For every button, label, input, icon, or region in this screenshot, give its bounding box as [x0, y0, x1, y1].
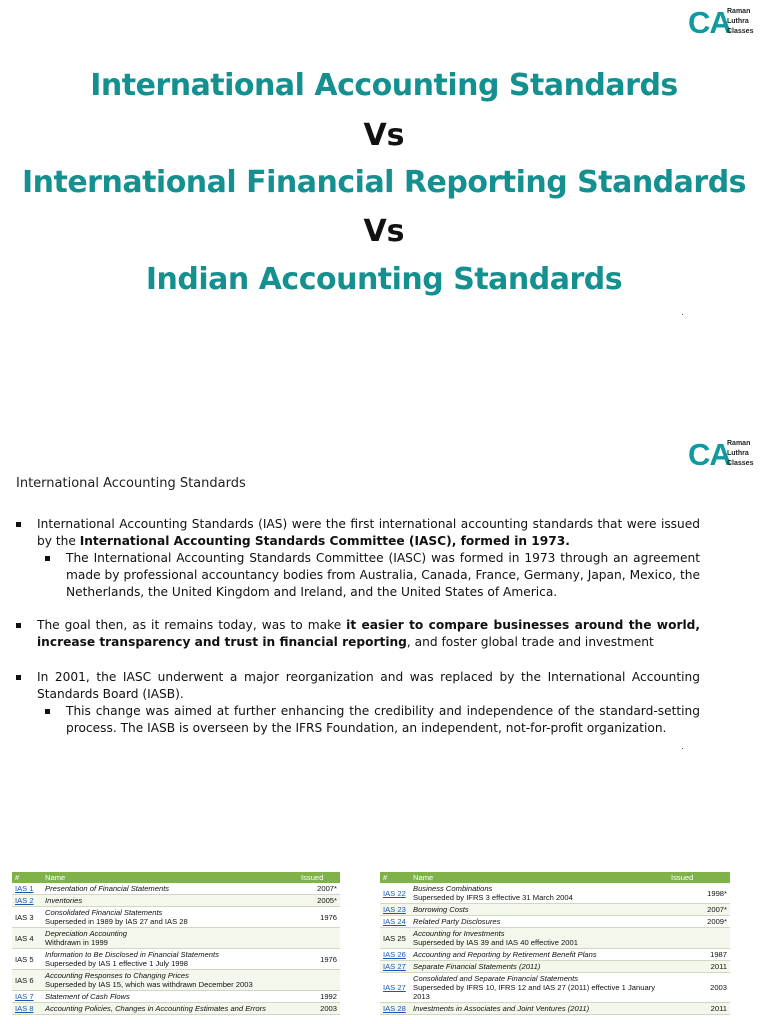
standard-note: Withdrawn in 1999	[45, 938, 108, 947]
standard-name: Separate Financial Statements (2011)	[413, 962, 541, 971]
col-header-number: #	[380, 872, 410, 883]
standard-name: Consolidated and Separate Financial Statements	[413, 974, 579, 983]
standard-note: Superseded by IFRS 3 effective 31 March 2004	[413, 893, 573, 902]
standard-name-cell	[42, 928, 298, 949]
sub-bullet-iasc-formation: The International Accounting Standards Committee (IASC) was formed in 1973 through an agreement made by professional accountancy bodies from Australia, Canada, France, Germany, Japan, Mexico, the Netherlands, the United Kingdom and Ireland, and the United States of America.	[37, 550, 700, 601]
standard-name: Business Combinations	[413, 884, 493, 893]
standard-name: Borrowing Costs	[413, 905, 469, 914]
standard-link[interactable]: IAS 24	[380, 916, 410, 928]
table-row	[12, 928, 340, 949]
standard-name-cell	[410, 949, 668, 961]
standard-note: Superseded in 1989 by IAS 27 and IAS 28	[45, 917, 188, 926]
bullet-reorganization: In 2001, the IASC underwent a major reorganization and was replaced by the International Accounting Standards Board (IASB).	[16, 669, 700, 703]
issued-year: 1998*	[668, 883, 730, 904]
issued-year: 1987	[668, 949, 730, 961]
table-row	[12, 991, 340, 1003]
issued-year: 1976	[298, 907, 340, 928]
table-row	[12, 949, 340, 970]
ias-table-right	[380, 872, 730, 1015]
standard-name: Depreciation Accounting	[45, 929, 128, 938]
col-header-issued: Issued	[298, 872, 340, 883]
standard-name: Accounting and Reporting by Retirement Benefit Plans	[413, 950, 597, 959]
standard-link[interactable]: IAS 26	[380, 949, 410, 961]
standard-name-cell	[42, 970, 298, 991]
standard-number: IAS 4	[12, 928, 42, 949]
standard-number: IAS 5	[12, 949, 42, 970]
standard-note: Superseded by IAS 15, which was withdrawn December 2003	[45, 980, 253, 989]
table-row	[380, 961, 730, 973]
standard-name-cell	[42, 907, 298, 928]
issued-year: 2003	[298, 1003, 340, 1015]
standard-name: Accounting Policies, Changes in Accounting Estimates and Errors	[45, 1004, 266, 1013]
standard-link[interactable]: IAS 28	[380, 1003, 410, 1015]
standards-tables-slide	[0, 862, 768, 1024]
standard-name: Consolidated Financial Statements	[45, 908, 163, 917]
table-row	[12, 970, 340, 991]
standard-name-cell	[410, 961, 668, 973]
standard-note: Superseded by IFRS 10, IFRS 12 and IAS 27 (2011) effective 1 January 2013	[413, 983, 656, 1001]
bullet-ias-origin: International Accounting Standards (IAS) were the first international accounting standards that were issued by the International Accounting Standards Committee (IASC), formed in 1973.	[16, 516, 700, 550]
standard-link[interactable]: IAS 1	[12, 883, 42, 895]
logo-mark: CA	[688, 437, 731, 472]
standard-name: Accounting for Investments	[413, 929, 505, 938]
logo-mark: CA	[688, 5, 731, 40]
standard-name-cell	[410, 916, 668, 928]
standard-name-cell	[42, 895, 298, 907]
table-row	[380, 1003, 730, 1015]
standard-name-cell	[410, 1003, 668, 1015]
standard-name-cell	[410, 883, 668, 904]
slide-marker	[682, 748, 683, 749]
issued-year: 2007*	[668, 904, 730, 916]
table-row	[12, 907, 340, 928]
standard-link[interactable]: IAS 23	[380, 904, 410, 916]
standard-link[interactable]: IAS 27	[380, 961, 410, 973]
issued-year: 2007*	[298, 883, 340, 895]
issued-year: 2011	[668, 961, 730, 973]
title-slide	[0, 0, 768, 420]
col-header-name: Name	[410, 872, 668, 883]
standard-name-cell	[42, 949, 298, 970]
standard-link[interactable]: IAS 8	[12, 1003, 42, 1015]
table-row	[380, 904, 730, 916]
table-row	[380, 883, 730, 904]
standard-name: Information to Be Disclosed in Financial Statements	[45, 950, 219, 959]
brand-logo	[688, 5, 754, 40]
issued-year	[298, 928, 340, 949]
standard-link[interactable]: IAS 22	[380, 883, 410, 904]
table-row	[380, 949, 730, 961]
col-header-issued: Issued	[668, 872, 730, 883]
standard-number: IAS 6	[12, 970, 42, 991]
standard-name-cell	[42, 1003, 298, 1015]
standard-name: Statement of Cash Flows	[45, 992, 130, 1001]
bullet-goal: The goal then, as it remains today, was to make it easier to compare businesses around the world, increase transparency and trust in financial reporting, and foster global trade and investment	[16, 617, 700, 651]
table-row	[12, 883, 340, 895]
issued-year: 1992	[298, 991, 340, 1003]
standard-name-cell	[42, 883, 298, 895]
standard-name-cell	[410, 973, 668, 1003]
title-vs-2: Vs	[363, 214, 405, 249]
standard-link[interactable]: IAS 7	[12, 991, 42, 1003]
standard-name: Accounting Responses to Changing Prices	[45, 971, 189, 980]
title-ias: International Accounting Standards	[90, 68, 678, 103]
bullet-list	[16, 516, 700, 737]
standard-name: Inventories	[45, 896, 83, 905]
slide-heading: International Accounting Standards	[16, 476, 246, 491]
ias-slide	[0, 432, 768, 832]
table-row	[380, 916, 730, 928]
col-header-name: Name	[42, 872, 298, 883]
standard-link[interactable]: IAS 27	[380, 973, 410, 1003]
ias-table-left	[12, 872, 340, 1015]
issued-year: 2003	[668, 973, 730, 1003]
title-vs-1: Vs	[363, 118, 405, 153]
standard-number: IAS 25	[380, 928, 410, 949]
slide-marker	[682, 314, 683, 315]
table-row	[12, 895, 340, 907]
title-ind-as: Indian Accounting Standards	[145, 262, 623, 297]
issued-year: 1976	[298, 949, 340, 970]
issued-year: 2009*	[668, 916, 730, 928]
table-row	[12, 1003, 340, 1015]
standard-link[interactable]: IAS 2	[12, 895, 42, 907]
issued-year	[668, 928, 730, 949]
standard-name: Investments in Associates and Joint Ventures (2011)	[413, 1004, 590, 1013]
standard-name-cell	[42, 991, 298, 1003]
standard-note: Superseded by IAS 1 effective 1 July 1998	[45, 959, 188, 968]
standard-name-cell	[410, 928, 668, 949]
logo-text: Raman Luthra Classes	[727, 440, 754, 467]
table-row	[380, 928, 730, 949]
standard-name: Related Party Disclosures	[413, 917, 501, 926]
table-row	[380, 973, 730, 1003]
standard-name: Presentation of Financial Statements	[45, 884, 170, 893]
standard-note: Superseded by IAS 39 and IAS 40 effective 2001	[413, 938, 578, 947]
col-header-number: #	[12, 872, 42, 883]
title-ifrs: International Financial Reporting Standards	[21, 165, 747, 200]
sub-bullet-iasb: This change was aimed at further enhancing the credibility and independence of the standard-setting process. The IASB is overseen by the IFRS Foundation, an independent, not-for-profit organization.	[37, 703, 700, 737]
standard-name-cell	[410, 904, 668, 916]
standard-number: IAS 3	[12, 907, 42, 928]
issued-year: 2011	[668, 1003, 730, 1015]
issued-year	[298, 970, 340, 991]
brand-logo	[688, 437, 754, 472]
issued-year: 2005*	[298, 895, 340, 907]
logo-text: Raman Luthra Classes	[727, 8, 754, 35]
